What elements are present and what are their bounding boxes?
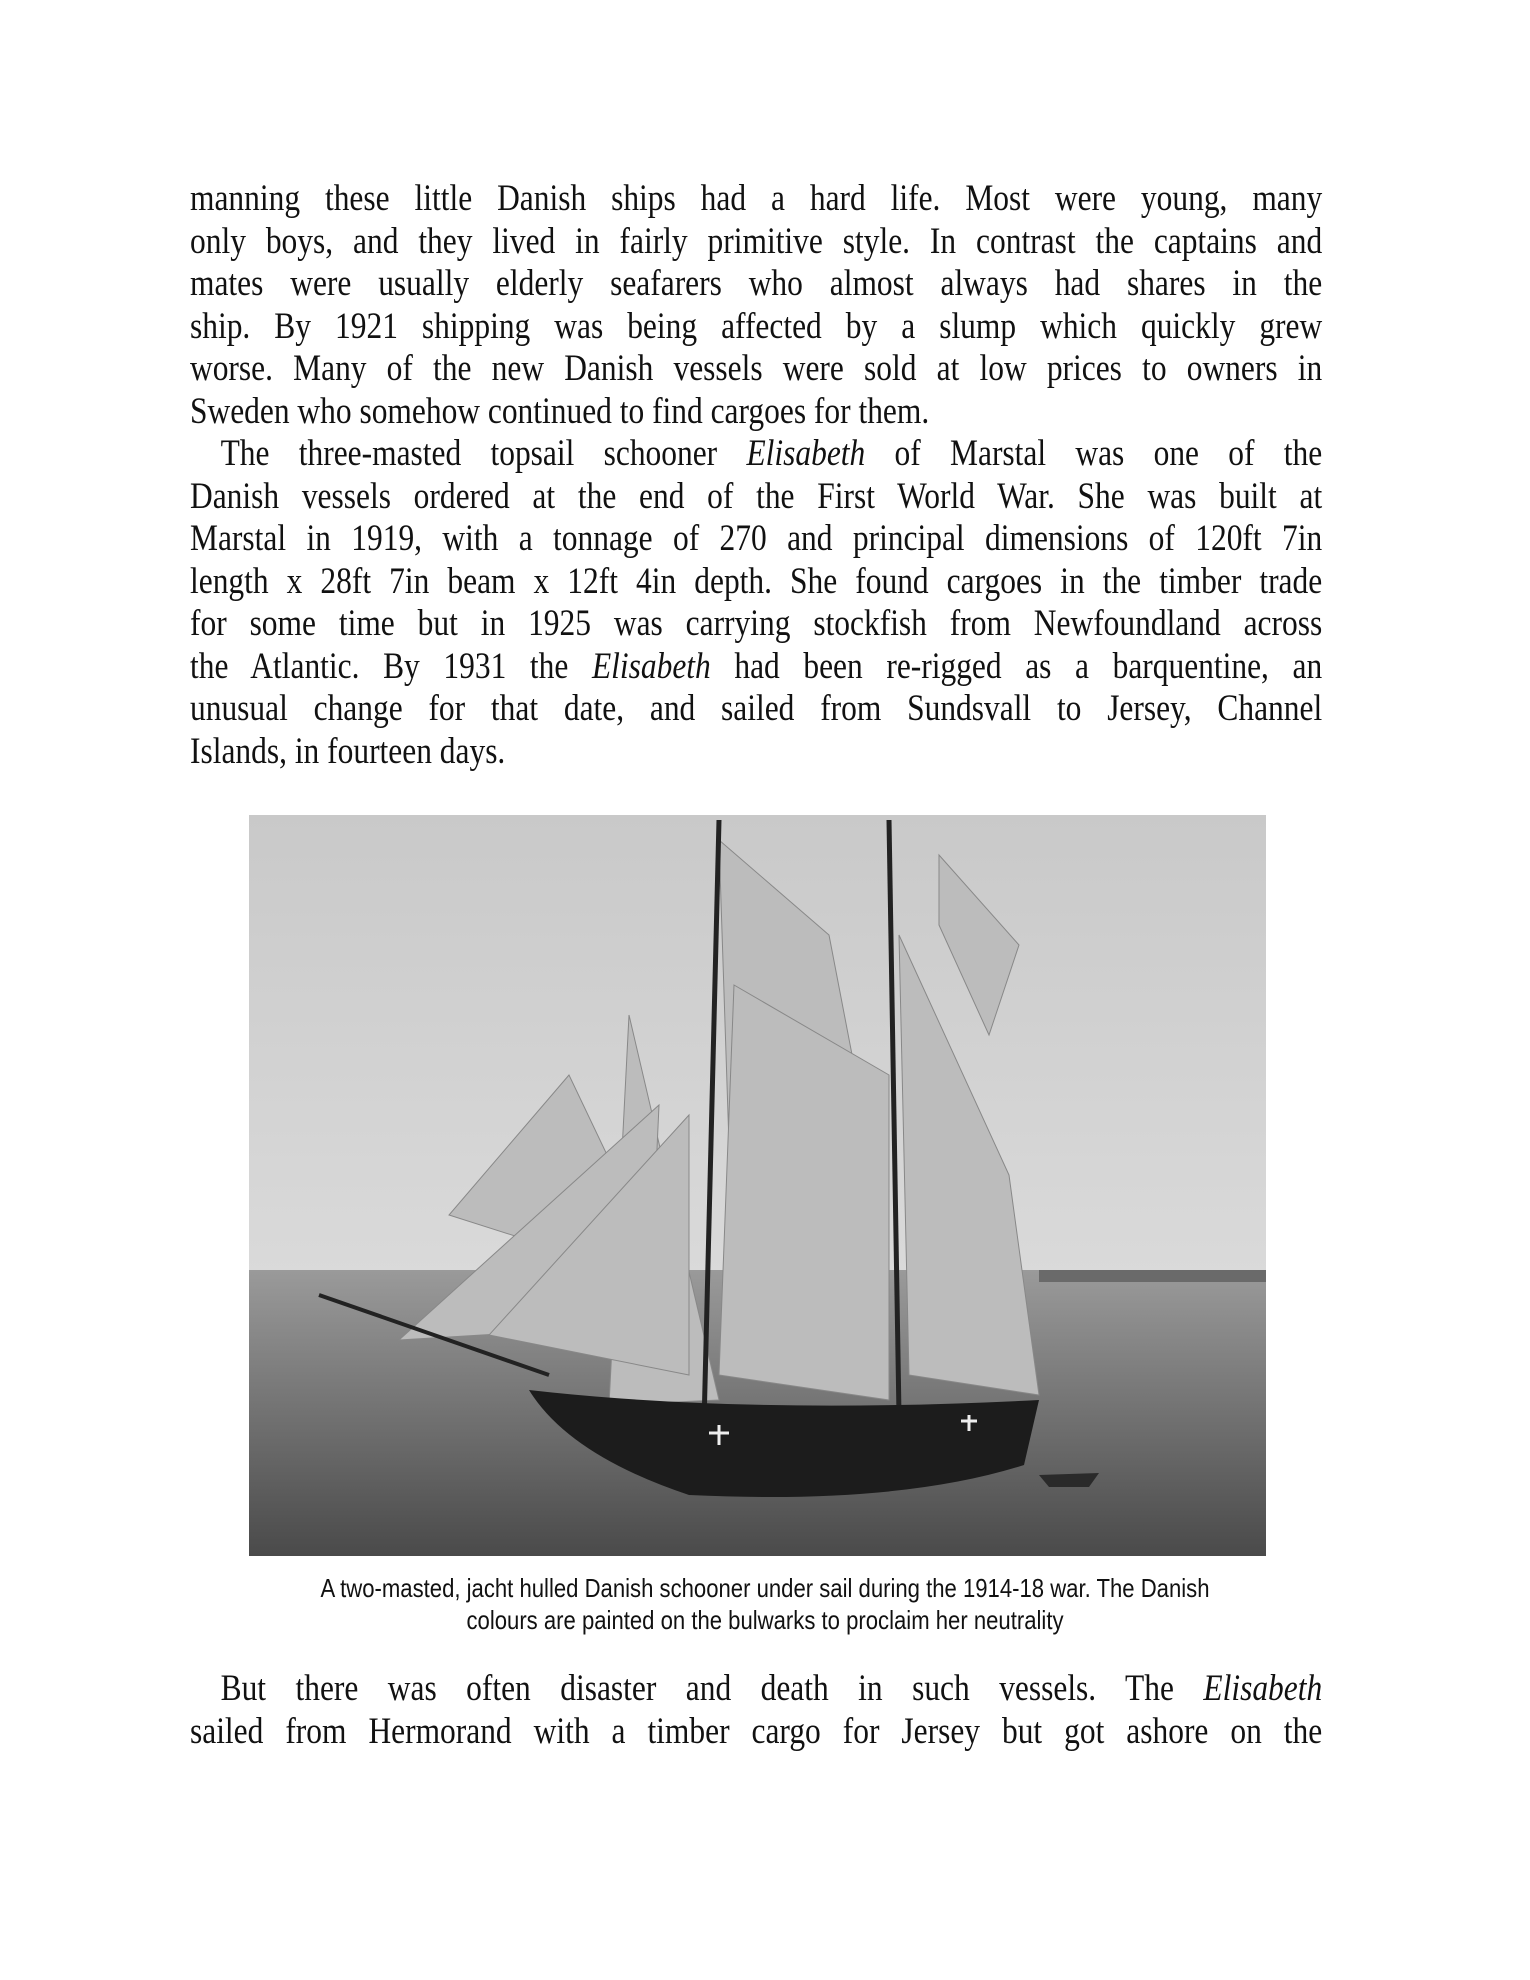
text-line: Danish vessels ordered at the end of the First World War. She was built at [190, 475, 1323, 517]
text-line [190, 433, 1322, 476]
text: of Marstal was one of the [865, 433, 1323, 474]
paragraph-3 [190, 1668, 1322, 1753]
figure-caption [170, 1572, 1360, 1636]
text: had been re-rigged as a barquentine, an [710, 645, 1323, 687]
text-line: Sweden who somehow continued to find cargoes for them. [190, 390, 930, 432]
text: the Atlantic. By 1931 the [190, 645, 592, 687]
ship-name: Elisabeth [1203, 1668, 1323, 1709]
text-line: manning these little Danish ships had a hard life. Most were young, many [190, 178, 1323, 219]
distant-shore [1039, 1270, 1266, 1282]
text-line: Islands, in fourteen days. [190, 730, 506, 772]
text-line [190, 1668, 1322, 1711]
dinghy [1039, 1473, 1099, 1487]
text-line [190, 646, 1322, 689]
text: But there was often disaster and death in such vessels. The [220, 1668, 1204, 1709]
text-line: Marstal in 1919, with a tonnage of 270 and principal dimensions of 120ft 7in [190, 518, 1323, 559]
ship-name: Elisabeth [591, 645, 711, 687]
text-line: mates were usually elderly seafarers who almost always had shares in the [190, 263, 1323, 304]
text-line: for some time but in 1925 was carrying stockfish from Newfoundland across [190, 603, 1323, 644]
schooner-photo [249, 815, 1266, 1556]
paragraph-1 [190, 178, 1322, 433]
text-line: only boys, and they lived in fairly primitive style. In contrast the captains and [190, 220, 1323, 262]
text-line: length x 28ft 7in beam x 12ft 4in depth. She found cargoes in the timber trade [190, 560, 1323, 602]
ship-name: Elisabeth [746, 433, 866, 474]
text: The three-masted topsail schooner [220, 433, 747, 474]
caption-line: A two-masted, jacht hulled Danish schooner under sail during the 1914-18 war. The Danish [320, 1573, 1210, 1603]
text-line: worse. Many of the new Danish vessels were sold at low prices to owners in [190, 348, 1323, 389]
text-line: ship. By 1921 shipping was being affected by a slump which quickly grew [190, 305, 1323, 347]
paragraph-2 [190, 433, 1322, 773]
caption-line: colours are painted on the bulwarks to proclaim her neutrality [466, 1605, 1064, 1635]
text-line: sailed from Hermorand with a timber cargo for Jersey but got ashore on the [190, 1710, 1323, 1752]
text-line: unusual change for that date, and sailed from Sundsvall to Jersey, Channel [190, 688, 1323, 729]
